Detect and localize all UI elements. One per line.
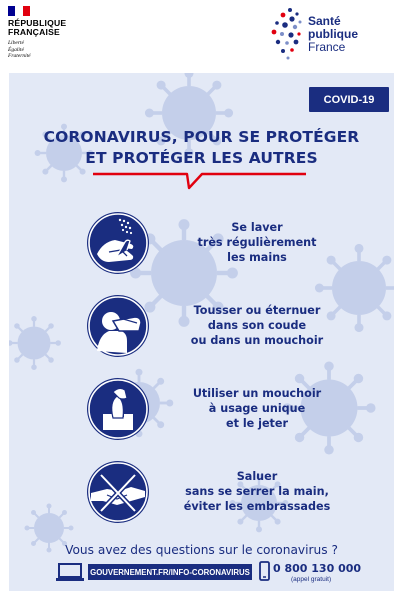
tissue-box-icon [87,378,149,440]
gesture-row-cough-elbow [9,295,394,365]
gesture-text: Se laver très régulièrement les mains [197,221,317,264]
elbow-sneeze-icon [87,295,149,357]
no-handshake-icon [87,461,149,523]
gesture-row-no-handshake [9,461,394,531]
speech-bubble-underline-icon [92,170,307,192]
spf-line1: Santé [308,14,341,28]
phone-icon [259,561,270,581]
covid-badge: COVID-19 [309,87,389,112]
gesture-row-wash-hands [9,212,394,282]
phone-number[interactable]: 0 800 130 000 [273,562,362,575]
republique-motto: Liberté Égalité Fraternité [8,40,31,59]
spf-line2: publique [308,27,358,41]
laptop-icon [56,563,84,581]
header [0,0,400,70]
hand-washing-icon [87,212,149,274]
gesture-row-tissue [9,378,394,448]
gesture-text: Tousser ou éternuer dans son coude ou dans un mouchoir [190,304,324,347]
republique-name: RÉPUBLIQUE FRANÇAISE [8,18,67,37]
republique-francaise-logo [8,6,78,60]
spf-dots-icon [270,6,304,62]
website-link[interactable]: GOUVERNEMENT.FR/INFO-CORONAVIRUS [88,564,252,580]
spf-line3: France [308,40,346,54]
french-flag-icon [8,6,30,16]
contact-footer [9,561,394,589]
questions-prompt: Vous avez des questions sur le coronavirus ? [65,543,338,557]
phone-note: (appel gratuit) [291,576,332,583]
gesture-text: Utiliser un mouchoir à usage unique et le jeter [192,387,322,430]
sante-publique-france-logo [270,6,380,62]
poster [9,73,394,591]
poster-title-line: CORONAVIRUS, POUR SE PROTÉGER ET PROTÉGER LES AUTRES [43,128,360,167]
poster-title [9,127,394,169]
gesture-text: Saluer sans se serrer la main, éviter les embrassades [183,470,331,513]
spf-wordmark [308,15,358,54]
